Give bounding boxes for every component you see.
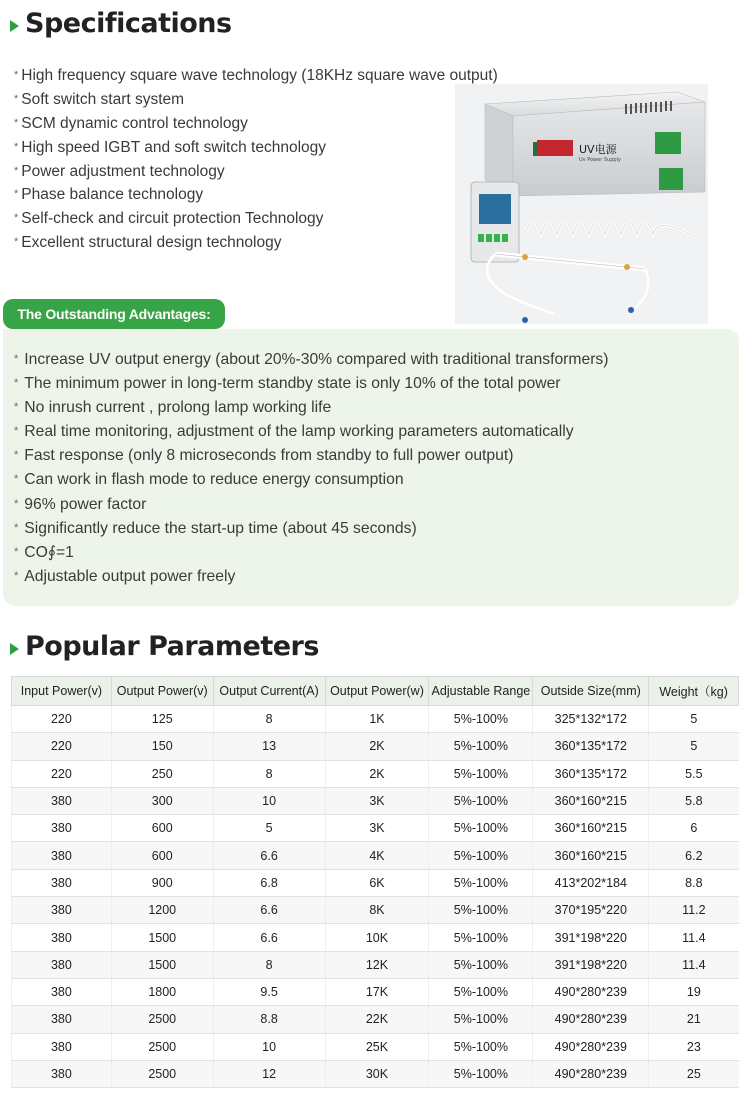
table-cell: 6.2: [649, 842, 739, 869]
table-cell: 5%-100%: [429, 1060, 533, 1087]
table-cell: 9.5: [213, 978, 325, 1005]
table-cell: 5.8: [649, 787, 739, 814]
table-cell: 8K: [325, 897, 429, 924]
table-cell: 6K: [325, 869, 429, 896]
table-cell: 25: [649, 1060, 739, 1087]
table-cell: 380: [12, 815, 112, 842]
bullet-icon: *: [14, 401, 19, 414]
table-cell: 5%-100%: [429, 924, 533, 951]
table-cell: 125: [111, 706, 213, 733]
table-cell: 5.5: [649, 760, 739, 787]
table-cell: 8: [213, 706, 325, 733]
table-cell: 11.4: [649, 951, 739, 978]
table-cell: 490*280*239: [533, 1006, 649, 1033]
table-cell: 11.4: [649, 924, 739, 951]
list-item: * Fast response (only 8 microseconds from standby to full power output): [14, 447, 514, 465]
column-header: Output Current(A): [213, 677, 325, 706]
product-photo: [455, 84, 708, 324]
table-row: [12, 951, 739, 978]
bullet-icon: *: [14, 92, 19, 105]
table-cell: 22K: [325, 1006, 429, 1033]
table-cell: 5: [649, 733, 739, 760]
bullet-icon: *: [14, 212, 19, 225]
table-cell: 2500: [111, 1006, 213, 1033]
table-cell: 5%-100%: [429, 787, 533, 814]
table-cell: 12: [213, 1060, 325, 1087]
list-item: * Adjustable output power freely: [14, 567, 236, 585]
list-item: * Self-check and circuit protection Technology: [14, 210, 324, 228]
table-cell: 220: [12, 760, 112, 787]
table-cell: 13: [213, 733, 325, 760]
table-cell: 6.6: [213, 924, 325, 951]
table-cell: 5%-100%: [429, 706, 533, 733]
list-item: * No inrush current , prolong lamp working life: [14, 399, 332, 417]
list-item: * SCM dynamic control technology: [14, 114, 248, 132]
table-cell: 380: [12, 787, 112, 814]
bullet-icon: *: [14, 188, 19, 201]
list-item: * CO∮=1: [14, 543, 74, 561]
table-cell: 360*160*215: [533, 787, 649, 814]
table-cell: 8: [213, 951, 325, 978]
table-cell: 391*198*220: [533, 924, 649, 951]
table-cell: 17K: [325, 978, 429, 1005]
bullet-icon: *: [14, 425, 19, 438]
table-cell: 11.2: [649, 897, 739, 924]
table-cell: 3K: [325, 815, 429, 842]
table-cell: 6: [649, 815, 739, 842]
table-cell: 6.6: [213, 897, 325, 924]
table-cell: 5%-100%: [429, 1006, 533, 1033]
table-cell: 2K: [325, 733, 429, 760]
table-cell: 1200: [111, 897, 213, 924]
table-cell: 900: [111, 869, 213, 896]
table-cell: 380: [12, 842, 112, 869]
specifications-heading: [10, 8, 232, 39]
table-row: [12, 815, 739, 842]
bullet-icon: *: [14, 164, 19, 177]
table-row: [12, 1060, 739, 1087]
parameters-heading: [10, 631, 319, 662]
bullet-icon: *: [14, 69, 19, 81]
table-cell: 250: [111, 760, 213, 787]
table-cell: 380: [12, 978, 112, 1005]
table-row: [12, 733, 739, 760]
table-cell: 4K: [325, 842, 429, 869]
table-cell: 413*202*184: [533, 869, 649, 896]
parameters-table: [11, 676, 739, 1088]
table-cell: 2500: [111, 1060, 213, 1087]
table-cell: 23: [649, 1033, 739, 1060]
table-cell: 25K: [325, 1033, 429, 1060]
column-header: Input Power(v): [12, 677, 112, 706]
table-cell: 380: [12, 869, 112, 896]
bullet-icon: *: [14, 116, 19, 129]
table-cell: 21: [649, 1006, 739, 1033]
bullet-icon: *: [14, 521, 19, 534]
list-item: * 96% power factor: [14, 495, 147, 513]
table-cell: 10K: [325, 924, 429, 951]
table-row: [12, 978, 739, 1005]
table-row: [12, 897, 739, 924]
table-cell: 150: [111, 733, 213, 760]
bullet-icon: *: [14, 140, 19, 153]
list-item: * Phase balance technology: [14, 186, 204, 204]
table-cell: 220: [12, 706, 112, 733]
list-item: * Significantly reduce the start-up time (about 45 seconds): [14, 519, 417, 537]
table-row: [12, 787, 739, 814]
table-cell: 391*198*220: [533, 951, 649, 978]
table-cell: 5%-100%: [429, 951, 533, 978]
advantages-list: [14, 347, 609, 588]
table-cell: 12K: [325, 951, 429, 978]
table-cell: 600: [111, 815, 213, 842]
bullet-icon: *: [14, 236, 19, 249]
table-cell: 5%-100%: [429, 815, 533, 842]
list-item: * High speed IGBT and soft switch technology: [14, 138, 326, 156]
column-header: Output Power(v): [111, 677, 213, 706]
list-item: * The minimum power in long-term standby state is only 10% of the total power: [14, 375, 561, 393]
table-cell: 1K: [325, 706, 429, 733]
triangle-bullet-icon: [10, 20, 19, 32]
specifications-title: Specifications: [25, 8, 232, 39]
table-cell: 300: [111, 787, 213, 814]
table-cell: 5%-100%: [429, 869, 533, 896]
table-cell: 360*160*215: [533, 815, 649, 842]
table-cell: 10: [213, 1033, 325, 1060]
bullet-icon: *: [14, 449, 19, 462]
table-row: [12, 842, 739, 869]
column-header: Output Power(w): [325, 677, 429, 706]
list-item: * Real time monitoring, adjustment of the lamp working parameters automatically: [14, 423, 574, 441]
table-cell: 490*280*239: [533, 978, 649, 1005]
column-header: Adjustable Range: [429, 677, 533, 706]
table-cell: 6.6: [213, 842, 325, 869]
column-header: Weight（kg): [649, 677, 739, 706]
table-cell: 1500: [111, 924, 213, 951]
uv-power-supply-illustration: [455, 84, 708, 324]
table-cell: 360*135*172: [533, 733, 649, 760]
list-item: * Soft switch start system: [14, 90, 185, 108]
table-row: [12, 869, 739, 896]
table-cell: 1500: [111, 951, 213, 978]
table-cell: 2500: [111, 1033, 213, 1060]
bullet-icon: *: [14, 545, 19, 558]
table-cell: 325*132*172: [533, 706, 649, 733]
table-header-row: [12, 677, 739, 706]
product-label: UV电源: [579, 143, 617, 156]
product-sublabel: Uv Power Supply: [579, 157, 621, 163]
table-cell: 600: [111, 842, 213, 869]
triangle-bullet-icon: [10, 643, 19, 655]
table-row: [12, 706, 739, 733]
table-cell: 380: [12, 1060, 112, 1087]
specifications-list: [14, 64, 498, 255]
table-cell: 380: [12, 951, 112, 978]
table-cell: 30K: [325, 1060, 429, 1087]
table-cell: 3K: [325, 787, 429, 814]
table-cell: 490*280*239: [533, 1060, 649, 1087]
list-item: * Increase UV output energy (about 20%-30% compared with traditional transformers): [14, 351, 609, 368]
advantages-badge: The Outstanding Advantages:: [3, 299, 225, 329]
bullet-icon: *: [14, 497, 19, 510]
list-item: * High frequency square wave technology (18KHz square wave output): [14, 67, 498, 84]
table-cell: 8.8: [213, 1006, 325, 1033]
table-row: [12, 924, 739, 951]
table-cell: 360*135*172: [533, 760, 649, 787]
column-header: Outside Size(mm): [533, 677, 649, 706]
table-cell: 5%-100%: [429, 842, 533, 869]
table-cell: 19: [649, 978, 739, 1005]
table-cell: 8.8: [649, 869, 739, 896]
bullet-icon: *: [14, 353, 19, 365]
list-item: * Can work in flash mode to reduce energy consumption: [14, 471, 404, 489]
table-cell: 380: [12, 1006, 112, 1033]
table-cell: 5%-100%: [429, 897, 533, 924]
table-cell: 8: [213, 760, 325, 787]
table-cell: 5%-100%: [429, 978, 533, 1005]
table-cell: 10: [213, 787, 325, 814]
table-cell: 6.8: [213, 869, 325, 896]
bullet-icon: *: [14, 473, 19, 486]
table-cell: 5%-100%: [429, 760, 533, 787]
table-cell: 360*160*215: [533, 842, 649, 869]
table-cell: 370*195*220: [533, 897, 649, 924]
table-cell: 1800: [111, 978, 213, 1005]
table-cell: 5: [213, 815, 325, 842]
list-item: * Excellent structural design technology: [14, 234, 282, 252]
table-cell: 380: [12, 897, 112, 924]
bullet-icon: *: [14, 377, 19, 390]
table-cell: 5%-100%: [429, 733, 533, 760]
table-row: [12, 1006, 739, 1033]
table-cell: 490*280*239: [533, 1033, 649, 1060]
table-row: [12, 760, 739, 787]
bullet-icon: *: [14, 569, 19, 582]
list-item: * Power adjustment technology: [14, 162, 225, 180]
table-cell: 220: [12, 733, 112, 760]
parameters-title: Popular Parameters: [25, 631, 319, 662]
table-cell: 380: [12, 1033, 112, 1060]
table-cell: 5: [649, 706, 739, 733]
table-cell: 380: [12, 924, 112, 951]
table-cell: 2K: [325, 760, 429, 787]
table-cell: 5%-100%: [429, 1033, 533, 1060]
table-row: [12, 1033, 739, 1060]
